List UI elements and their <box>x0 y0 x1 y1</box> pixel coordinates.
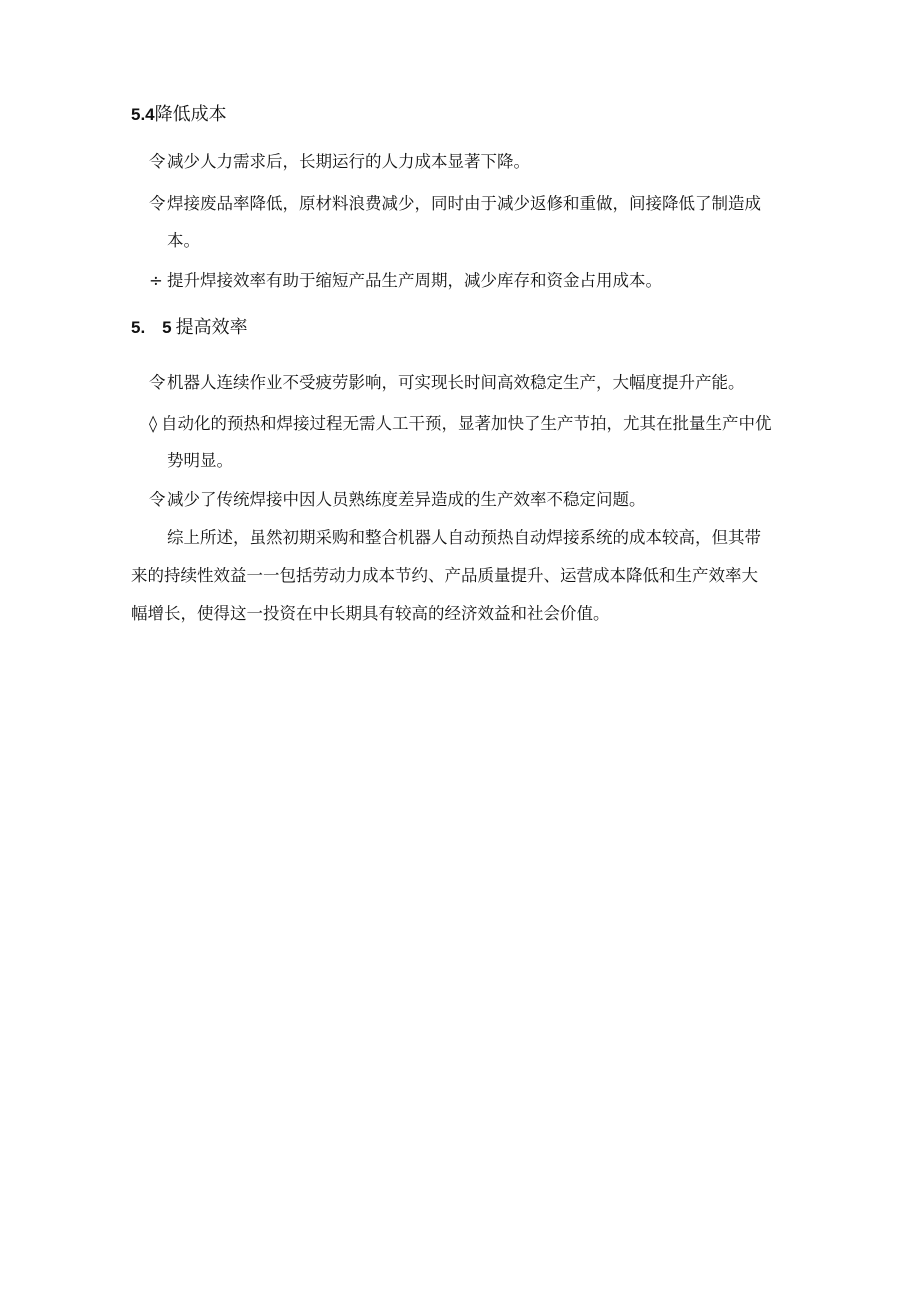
list-item <box>149 270 662 292</box>
list-item-text: 势明显。 <box>167 451 233 470</box>
section-title: 提高效率 <box>175 317 248 338</box>
section-heading-5-5 <box>131 316 248 340</box>
list-item-text: 本。 <box>167 231 200 250</box>
section-number: 5.4 <box>131 105 155 124</box>
bullet-marker: ◊ <box>149 414 158 433</box>
list-item <box>149 372 745 394</box>
list-item-text: 自动化的预热和焊接过程无需人工干预，显著加快了生产节拍，尤其在批量生产中优 <box>161 414 772 433</box>
bullet-marker: 令 <box>149 490 166 509</box>
bullet-marker: 令 <box>149 194 166 213</box>
section-heading-5-4 <box>131 103 227 127</box>
bullet-marker: 令 <box>149 152 166 171</box>
section-title: 降低成本 <box>154 104 227 125</box>
summary-line <box>167 527 761 549</box>
bullet-marker: 令 <box>149 373 166 392</box>
summary-line <box>131 603 610 625</box>
summary-line <box>131 565 758 587</box>
list-item-continuation <box>167 450 233 472</box>
summary-text: 来的持续性效益一一包括劳动力成本节约、产品质量提升、运营成本降低和生产效率大 <box>131 566 758 585</box>
list-item-text: 机器人连续作业不受疲劳影响，可实现长时间高效稳定生产，大幅度提升产能。 <box>167 373 745 392</box>
summary-text: 综上所述，虽然初期采购和整合机器人自动预热自动焊接系统的成本较高，但其带 <box>167 528 761 547</box>
list-item-text: 减少人力需求后，长期运行的人力成本显著下降。 <box>167 152 530 171</box>
section-number: 5. 5 <box>131 318 172 337</box>
list-item <box>149 151 530 173</box>
list-item <box>149 193 761 215</box>
list-item <box>149 489 646 511</box>
list-item-text: 减少了传统焊接中因人员熟练度差异造成的生产效率不稳定问题。 <box>167 490 646 509</box>
list-item <box>149 413 772 435</box>
summary-text: 幅增长，使得这一投资在中长期具有较高的经济效益和社会价值。 <box>131 604 610 623</box>
list-item-text: 焊接废品率降低，原材料浪费减少，同时由于减少返修和重做，间接降低了制造成 <box>167 194 761 213</box>
bullet-marker: ÷ <box>149 271 163 290</box>
list-item-text: 提升焊接效率有助于缩短产品生产周期，减少库存和资金占用成本。 <box>167 271 662 290</box>
list-item-continuation <box>167 230 200 252</box>
